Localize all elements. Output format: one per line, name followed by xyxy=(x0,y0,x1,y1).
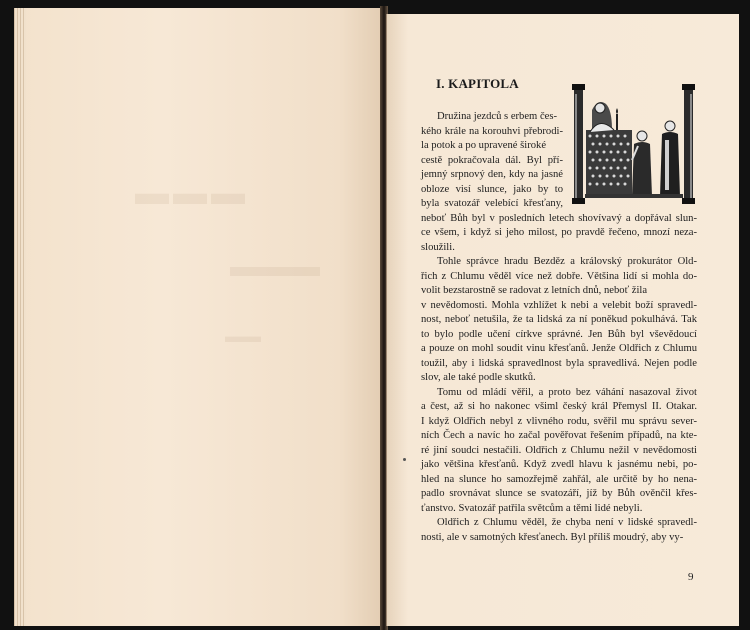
show-through-ornament: ▬▬▬ xyxy=(230,250,320,283)
text-line: ré jiní soudci nestačili. Oldřich z Chlumu nežil v nevědomosti xyxy=(421,444,697,456)
text-line: kého krále na korouhvi přebrodi- xyxy=(421,125,563,137)
show-through-subtitle: ▬▬ xyxy=(225,326,261,346)
body-text xyxy=(421,110,697,545)
text-line: jemný srpnový den, kdy na jasné xyxy=(421,169,563,180)
text-line: Tohle správce hradu Bezděz a královský prokurátor Old- xyxy=(437,256,697,267)
text-line: nost, neboť netušila, že ta lidská za ní poněkud pokulhává. Tak xyxy=(421,314,697,325)
text-line: neboť Bůh byl v posledních letech shovívavý a dopřával slun- xyxy=(421,212,697,224)
text-line: la potok a po upravené široké xyxy=(421,140,547,151)
text-line: Oldřich z Chlumu věděl, že chyba není v lidské spravedl- xyxy=(437,517,697,528)
page-number: 9 xyxy=(688,571,694,583)
text-line: a čest, až si ho nakonec všiml český král Přemysl II. Otakar. xyxy=(421,401,697,412)
text-line: Družina jezdců s erbem čes- xyxy=(437,111,558,122)
text-line: cestě pokračovala dál. Byl pří- xyxy=(421,154,563,166)
show-through-title: ▬▬▬ xyxy=(135,175,249,212)
chapter-heading: I. KAPITOLA xyxy=(436,76,519,91)
text-line: v nevědomosti. Mohla vzhlížet k nebi a velebit boží spravedl- xyxy=(421,299,697,311)
text-line: slov, ale také podle skutků. xyxy=(421,372,536,383)
left-page-edge xyxy=(14,8,26,626)
text-line: padlo srovnávat slunce se svatozáří, jíž by Bůh ověnčil křes- xyxy=(421,488,697,499)
text-line: obloze visí slunce, jako by to xyxy=(421,183,563,195)
text-line: ních Čech a navíc ho začal pověřovat řešením případů, na kte- xyxy=(421,430,697,441)
text-line: Tomu od mládí věřil, a proto bez váhání nasazoval život xyxy=(437,386,697,398)
left-page xyxy=(14,8,385,626)
text-line: to bylo podle učení církve správné. Jen Bůh byl vševědoucí xyxy=(421,328,697,340)
text-line: toužil, aby i lidská spravedlnost byla spravedlivá. Nejen podle xyxy=(421,357,697,369)
text-line: řich z Chlumu věděl více než dobře. Většina lidí si mohla do- xyxy=(421,270,697,282)
text-line: hled na slunce ho samozřejmě zahřál, ale určitě by ho nena- xyxy=(421,473,697,485)
text-line: nosti, ale v samotných křesťanech. Byl příliš moudrý, aby vy- xyxy=(421,531,684,543)
margin-mark xyxy=(403,458,406,461)
text-line: ťanstvo. Svatozář patřila světcům a těmi lidé nebyli. xyxy=(421,502,643,514)
text-line: I když Oldřich nebyl z vlivného rodu, svěřil mu správu sever- xyxy=(421,415,697,427)
text-line: jako většina křesťanů. Když zvedl hlavu k jasnému nebi, po- xyxy=(421,459,697,470)
text-line: byla svatozář velebící křesťany, xyxy=(421,198,563,209)
text-line: sloužili. xyxy=(421,241,455,253)
text-line: ce všem, i když si jeho milost, po pravdě řečeno, mnozí neza- xyxy=(421,227,697,238)
text-line: volit bezstarostně se radovat z letních dnů, neboť žila xyxy=(421,285,648,296)
text-line: a pouze on mohl soudit vinu křesťanů. Jenže Oldřich z Chlumu xyxy=(421,343,697,354)
